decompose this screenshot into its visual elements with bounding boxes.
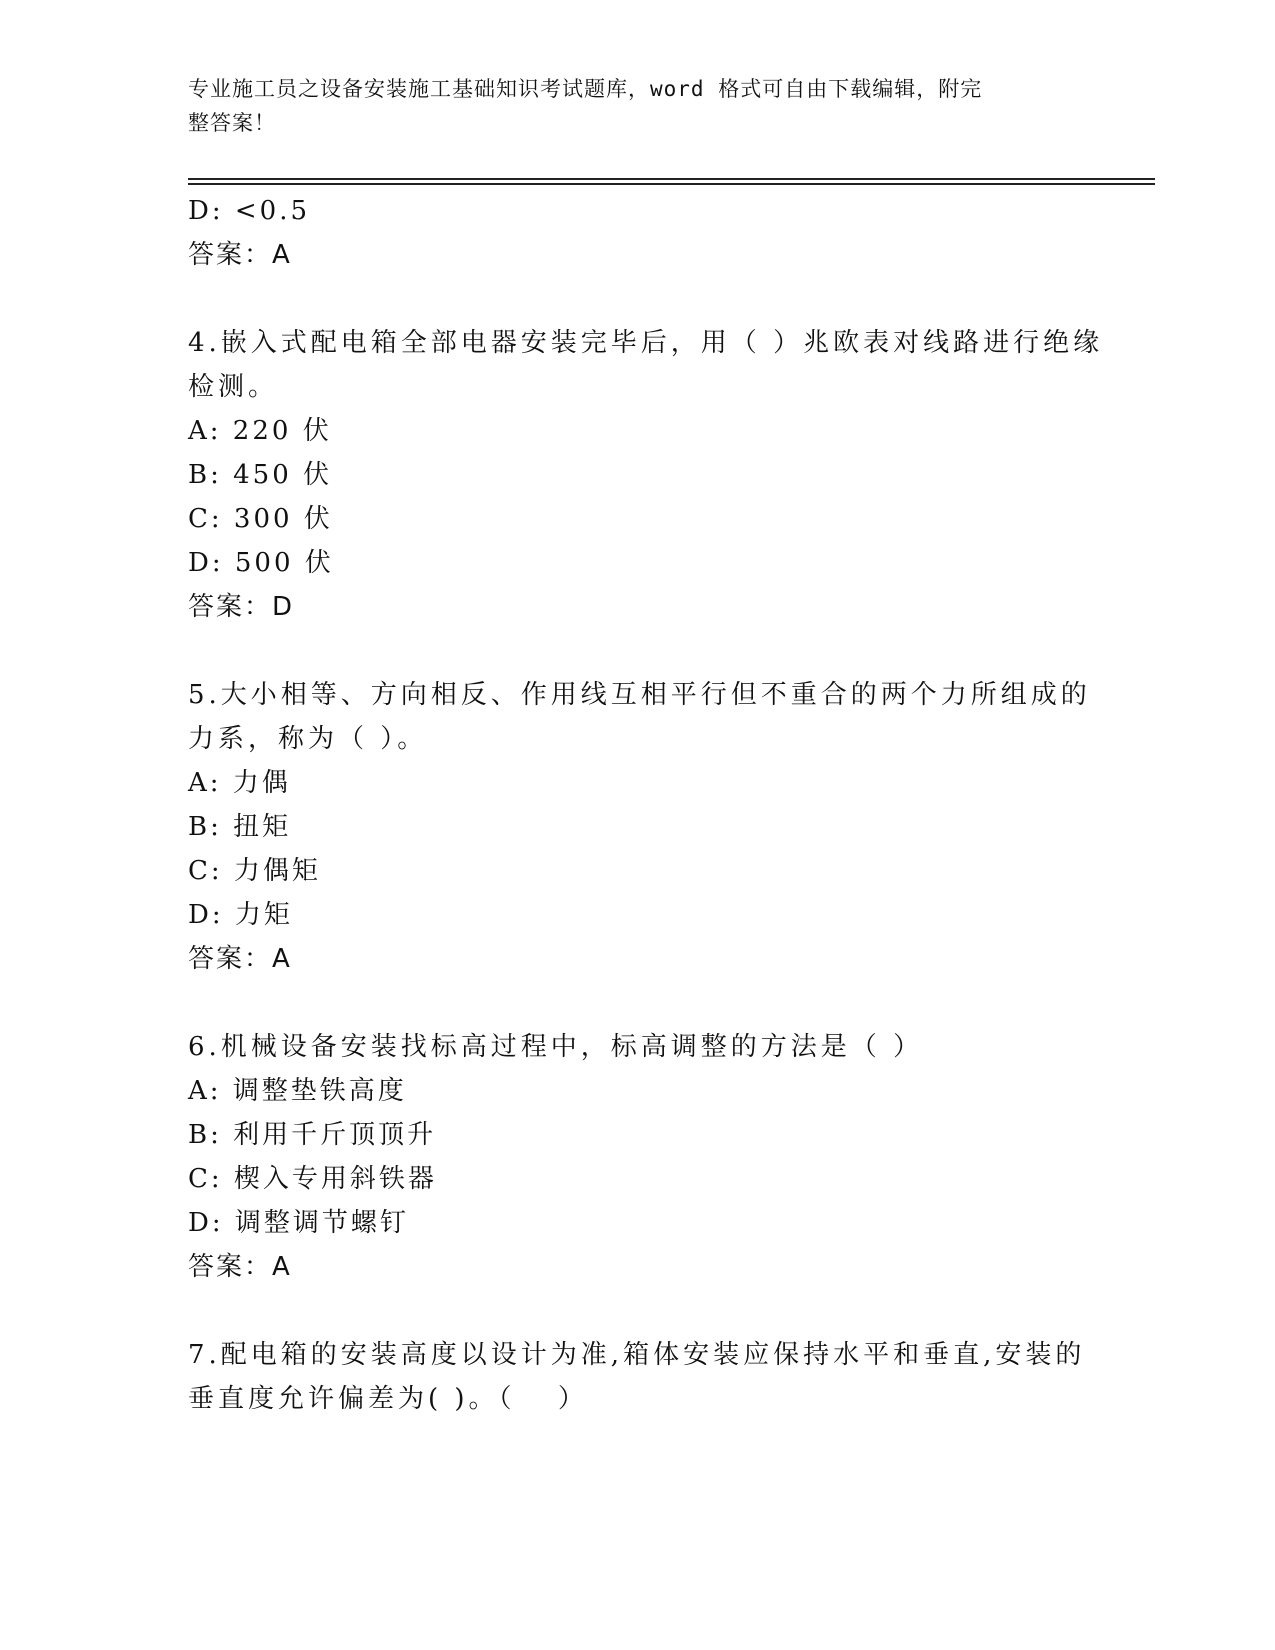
q7-text-line-1: 7.配电箱的安装高度以设计为准,箱体安装应保持水平和垂直,安装的 [188, 1340, 1086, 1370]
q4-text-line-1: 4.嵌入式配电箱全部电器安装完毕后，用（ ）兆欧表对线路进行绝缘 [188, 328, 1104, 358]
q4-option-c: C: 300 伏 [188, 504, 333, 534]
q5-option-a: A: 力偶 [188, 768, 291, 798]
q5-option-b: B: 扭矩 [188, 812, 292, 842]
q6-option-a: A: 调整垫铁高度 [188, 1076, 407, 1106]
header-line-1: 专业施工员之设备安装施工基础知识考试题库，word 格式可自由下载编辑，附完 [188, 77, 983, 101]
q6-text-line-1: 6.机械设备安装找标高过程中，标高调整的方法是（ ） [188, 1032, 924, 1062]
q4-answer: 答案：D [188, 592, 295, 622]
q6-option-d: D: 调整调节螺钉 [188, 1208, 409, 1238]
q5-text-line-2: 力系，称为（ ）。 [188, 724, 428, 754]
q7-text-line-2: 垂直度允许偏差为( )。（ ） [188, 1384, 588, 1414]
q6-option-c: C: 楔入专用斜铁器 [188, 1164, 437, 1194]
q4-option-d: D: 500 伏 [188, 548, 334, 578]
q4-option-a: A: 220 伏 [188, 416, 332, 446]
header-line-2: 整答案！ [188, 111, 276, 135]
q5-answer: 答案：A [188, 944, 292, 974]
prev-option-d: D: <0.5 [188, 196, 311, 226]
header-divider-top [188, 178, 1155, 180]
page-header [188, 72, 1068, 140]
q5-text-line-1: 5.大小相等、方向相反、作用线互相平行但不重合的两个力所组成的 [188, 680, 1091, 710]
q4-text-line-2: 检测。 [188, 372, 279, 402]
q6-option-b: B: 利用千斤顶顶升 [188, 1120, 437, 1150]
prev-answer: 答案：A [188, 240, 292, 270]
header-divider-bottom [188, 183, 1155, 185]
q5-option-d: D: 力矩 [188, 900, 293, 930]
q4-option-b: B: 450 伏 [188, 460, 333, 490]
q5-option-c: C: 力偶矩 [188, 856, 321, 886]
q6-answer: 答案：A [188, 1252, 292, 1282]
